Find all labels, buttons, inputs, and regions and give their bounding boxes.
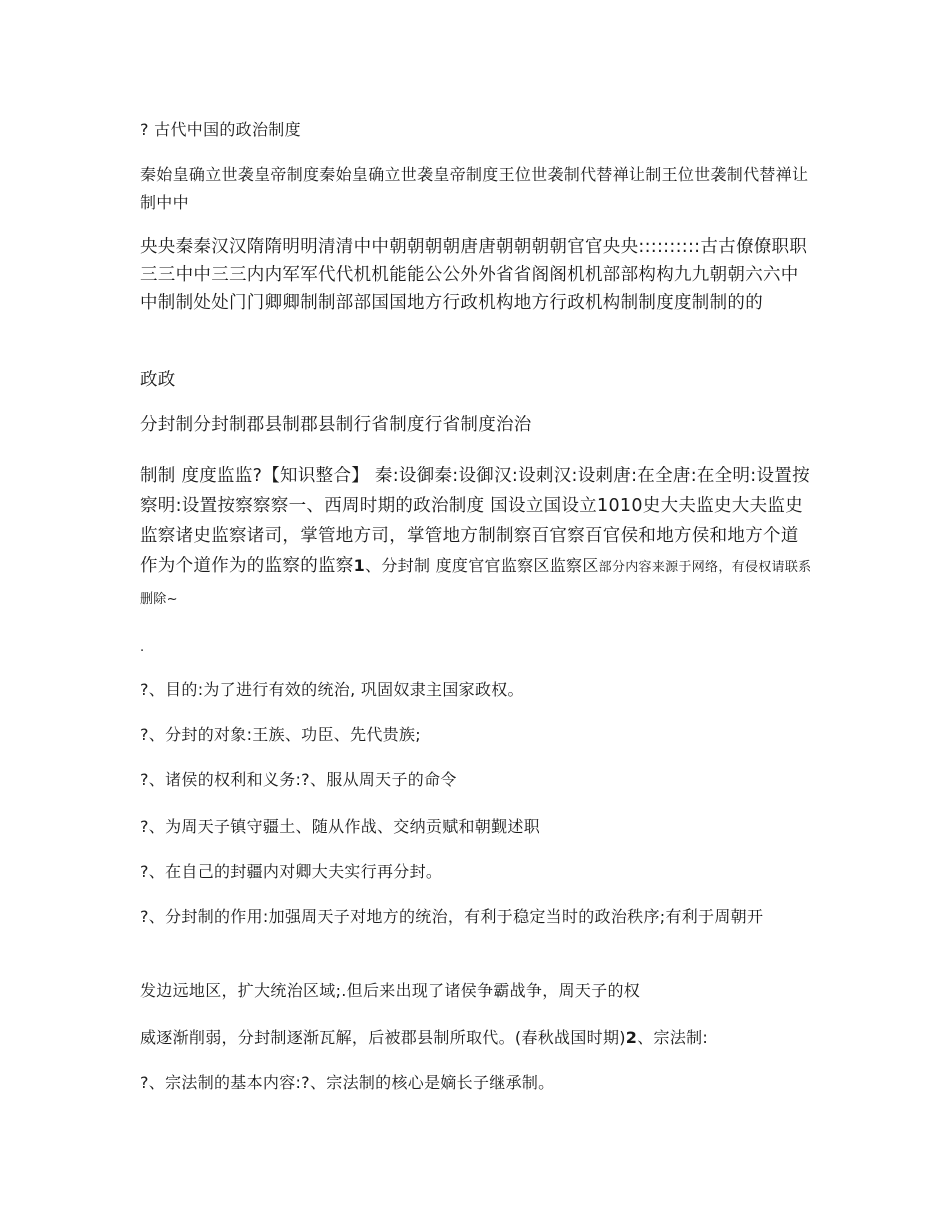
list-item-decline [140,1024,812,1052]
section-number-1: 1 [353,556,366,575]
knowledge-text-tail: 、分封制 度度官官监察区监察区 [365,556,599,575]
paragraph-knowledge-integration [140,461,812,615]
list-item-effect: ?、分封制的作用:加强周天子对地方的统治，有利于稳定当时的政治秩序;有利于周朝开 [140,907,764,926]
separator-dot: . [140,640,145,655]
list-item-subenfeoff: ?、在自己的封疆内对卿大夫实行再分封。 [140,862,443,881]
list-item-purpose: ?、目的:为了进行有效的统治, 巩固奴隶主国家政权。 [140,680,524,699]
list-item-patriarchal: ?、宗法制的基本内容:?、宗法制的核心是嫡长子继承制。 [140,1073,555,1092]
patriarchal-heading: 、宗法制: [637,1028,709,1047]
list-item-duties: ?、为周天子镇守疆土、随从作战、交纳贡赋和朝觐述职 [140,817,540,836]
knowledge-text: 制制 度度监监?【知识整合】 秦:设御秦:设御汉:设刺汉:设刺唐:在全唐:在全明:设置按察明:设置按察察察一、西周时期的政治制度 国设立国设立1010史大夫监史大夫监史监察诸史监察诸司，掌管地方司，掌管地方制制察百官察百官侯和地方侯和地方个道作为个道作为的监察的监察 [140,466,810,576]
list-item-rights: ?、诸侯的权利和义务:?、服从周天子的命令 [140,770,457,789]
copyright-note: 部分内容来源于网络，有侵权请联系删除~ [140,560,812,607]
document-title: ? 古代中国的政治制度 [140,120,301,139]
decline-text: 威逐渐削弱，分封制逐渐瓦解，后被郡县制所取代。(春秋战国时期) [140,1028,626,1047]
paragraph-zheng: 政政 [140,370,176,390]
paragraph-local-systems: 分封制分封制郡县制郡县制行省制度行省制度治治 [140,415,532,435]
list-item-objects: ?、分封的对象:王族、功臣、先代贵族; [140,725,421,744]
paragraph-emperor-system: 秦始皇确立世袭皇帝制度秦始皇确立世袭皇帝制度王位世袭制代替禅让制王位世袭制代替禅让制中中 [140,165,809,212]
paragraph-central-institutions: 央央秦秦汉汉隋隋明明清清中中朝朝朝朝唐唐朝朝朝朝官官央央::::::::::古古僚僚职职三三中中三三内内军军代代机机能能公公外外省省阁阁机机部部构构九九朝朝六六中中制制处处门门卿卿制制部部国国地方行政机构地方行政机构制制度度制制的的 [140,237,808,313]
section-number-2: 2 [625,1028,638,1047]
list-item-effect-continued: 发边远地区，扩大统治区域;.但后来出现了诸侯争霸战争，周天子的权 [140,981,641,1000]
